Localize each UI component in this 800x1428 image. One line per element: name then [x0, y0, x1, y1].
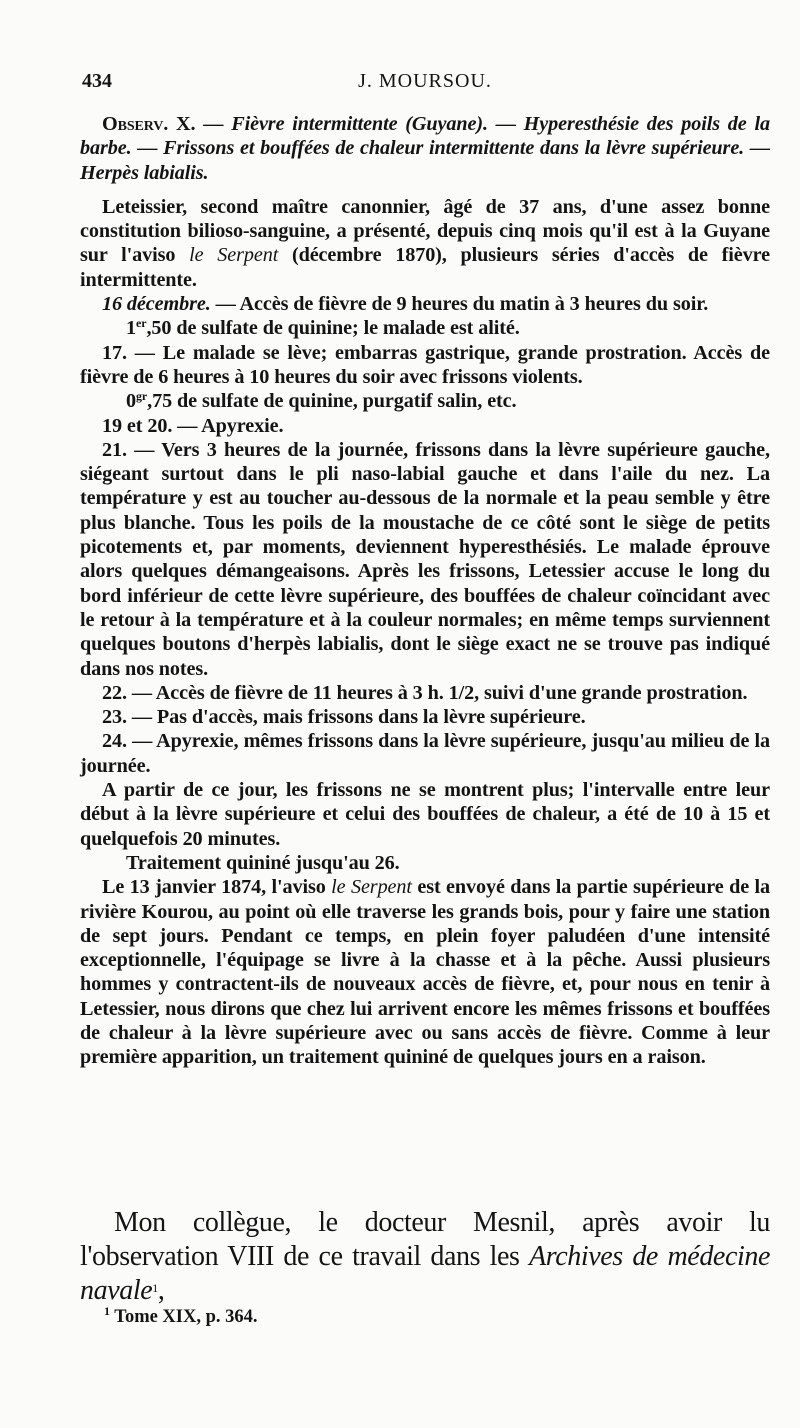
observation-heading: [80, 112, 770, 185]
entry-23: 23. — Pas d'accès, mais frissons dans la lèvre supérieure.: [102, 706, 586, 729]
intro-paragraph: [80, 195, 770, 292]
closing-paragraph: [80, 1206, 770, 1308]
dose-line-1: [80, 316, 770, 340]
entry-24: 24. — Apyrexie, mêmes frissons dans la lèvre supérieure, jusqu'au milieu de la journée.: [80, 730, 770, 777]
journal-title: Archives de médecine navale: [80, 1241, 770, 1306]
running-title: J. MOURSOU.: [358, 70, 492, 92]
page-number: 434: [82, 70, 112, 92]
intro-text-start: Leteissier, second maître canonnier, âgé de 37 ans, d'une assez bonne constitution bilioso-sanguine, a présenté, depuis cinq mois qu'il est à la Guyane sur l'aviso: [80, 195, 770, 267]
footnote-reference: 1: [152, 1281, 158, 1295]
page-header: [80, 70, 770, 96]
footnote-text: Tome XIX, p. 364.: [114, 1307, 258, 1327]
entry-dec16: [80, 292, 770, 316]
january-text-end: est envoyé dans la partie supérieure de la rivière Kourou, au point où elle traverse les grands bois, pour y faire une station de sept jours. Pendant ce temps, en plein foyer paludéen d'une intensité exceptionnelle, l'équipage se livre à la chasse et à la pêche. Aussi plusieurs hommes y contractent-ils de nouveaux accès de fièvre, et, pour nous en tenir à Letessier, nous dirons que chez lui arrivent encore les mêmes frissons et bouffées de chaleur à la lèvre supérieure avec ou sans accès de fièvre. Comme à leur première apparition, un traitement quininé de quelques jours en a raison.: [80, 876, 770, 1069]
entry-21: 21. — Vers 3 heures de la journée, frissons dans la lèvre supérieure gauche, siégeant surtout dans le pli naso-labial gauche et dans l'aile du nez. La température y est au toucher au-dessous de la normale et la peau semble y être plus blanche. Tous les poils de la moustache de ce côté sont le siège de petits picotements et, par moments, deviennent hyperesthésiés. Le malade éprouve alors quelques démangeaisons. Après les frissons, Letessier accuse le long du bord inférieur de cette lèvre supérieure, des bouffées de chaleur coïncidant avec le retour à la température et à la couleur normales; en même temps surviennent quelques boutons d'herpès labialis, dont le siège exact ne se trouve pas indiqué dans nos notes.: [80, 438, 770, 680]
january-text-start: Le 13 janvier 1874, l'aviso: [102, 876, 332, 899]
entry-dec16-text: — Accès de fièvre de 9 heures du matin à 3 heures du soir.: [210, 293, 709, 316]
paragraph-a-partir: A partir de ce jour, les frissons ne se montrent plus; l'intervalle entre leur début à la lèvre supérieure et celui des bouffées de chaleur, a été de 10 à 15 et quelquefois 20 minutes.: [80, 779, 770, 850]
entry-date-label: 16 décembre.: [102, 293, 211, 316]
footnote-marker: 1: [104, 1304, 110, 1318]
entry-19-20: 19 et 20. — Apyrexie.: [102, 414, 284, 437]
closing-text-start: Mon collègue, le docteur Mesnil, après avoir lu l'observation VIII de ce travail dans les: [80, 1207, 770, 1272]
dose1-amount: 1: [126, 317, 136, 340]
dose1-unit: er: [136, 316, 147, 331]
dose2-text: ,75 de sulfate de quinine, purgatif salin, etc.: [147, 390, 517, 413]
dose-line-2: [80, 389, 770, 413]
paragraph-january: [80, 875, 770, 1069]
closing-text: [80, 1206, 770, 1308]
ship-name-2: le Serpent: [331, 876, 412, 899]
footnote: [104, 1304, 258, 1328]
entry-22: 22. — Accès de fièvre de 11 heures à 3 h. 1/2, suivi d'une grande prostration.: [102, 681, 748, 704]
observation-label: Observ. X.: [102, 113, 196, 135]
ship-name: le Serpent: [189, 244, 279, 267]
dose2-unit: gr: [136, 389, 148, 404]
closing-punctuation: ,: [157, 1275, 165, 1306]
dose2-amount: 0: [126, 390, 136, 413]
entry-17: 17. — Le malade se lève; embarras gastrique, grande prostration. Accès de fièvre de 6 heures à 10 heures du soir avec frissons violents.: [80, 341, 770, 388]
main-text: [80, 112, 770, 1070]
dose1-text: ,50 de sulfate de quinine; le malade est alité.: [146, 317, 520, 340]
observation-title: — Fièvre intermittente (Guyane). — Hyperesthésie des poils de la barbe. — Frissons et bouffées de chaleur intermittente dans la lèvre supérieure. — Herpès labialis.: [80, 113, 770, 184]
intro-text-end: (décembre 1870), plusieurs séries d'accès de fièvre intermittente.: [80, 244, 770, 291]
paragraph-traitement: Traitement quininé jusqu'au 26.: [126, 851, 400, 874]
